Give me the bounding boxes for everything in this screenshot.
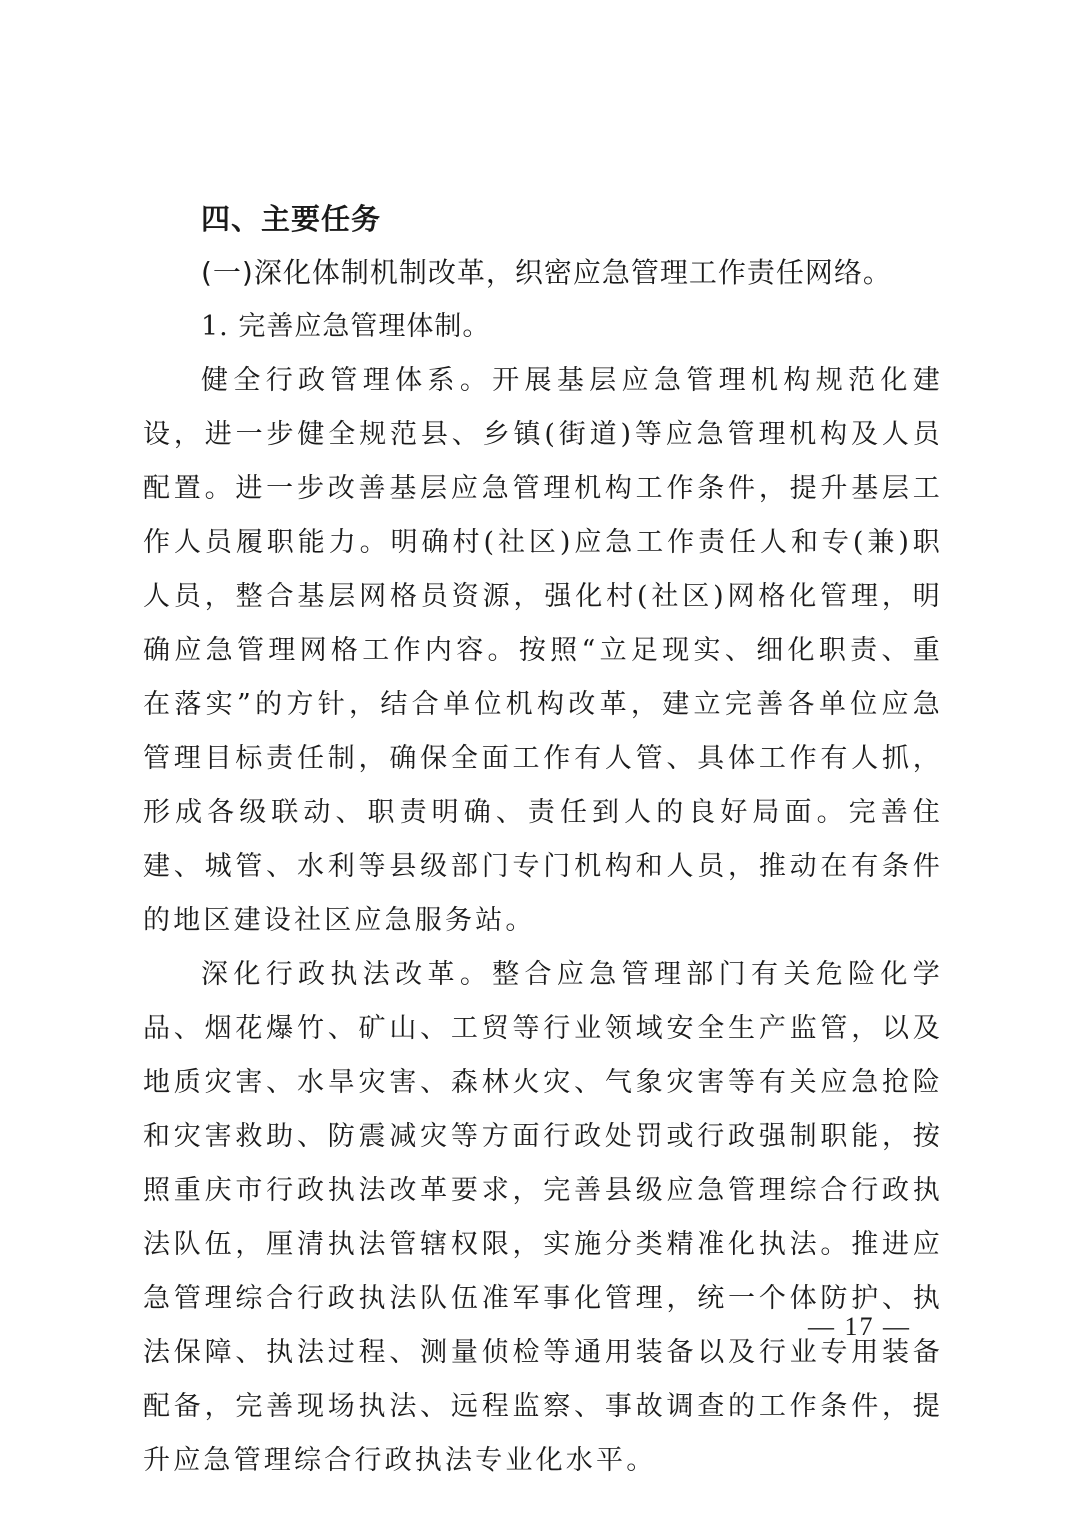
subsection-heading: (一)深化体制机制改革，织密应急管理工作责任网络。 xyxy=(201,256,892,289)
paragraph-law-enforcement-reform: 深化行政执法改革。整合应急管理部门有关危险化学品、烟花爆竹、矿山、工贸等行业领域安全生产监管，以及地质灾害、水旱灾害、森林火灾、气象灾害等有关应急抢险和灾害救助、防震减灾等方面行政处罚或行政强制职能，按照重庆市行政执法改革要求，完善县级应急管理综合行政执法队伍，厘清执法管辖权限，实施分类精准化执法。推进应急管理综合行政执法队伍准军事化管理，统一个体防护、执法保障、执法过程、测量侦检等通用装备以及行业专用装备配备，完善现场执法、远程监察、事故调查的工作条件，提升应急管理综合行政执法专业化水平。 xyxy=(143,959,943,1476)
paragraph-administrative-system: 健全行政管理体系。开展基层应急管理机构规范化建设，进一步健全规范县、乡镇(街道)等应急管理机构及人员配置。进一步改善基层应急管理机构工作条件，提升基层工作人员履职能力。明确村(社区)应急工作责任人和专(兼)职人员，整合基层网格员资源，强化村(社区)网格化管理，明确应急管理网格工作内容。按照“立足现实、细化职责、重在落实”的方针，结合单位机构改革，建立完善各单位应急管理目标责任制，确保全面工作有人管、具体工作有人抓，形成各级联动、职责明确、责任到人的良好局面。完善住建、城管、水利等县级部门专门机构和人员，推动在有条件的地区建设社区应急服务站。 xyxy=(143,365,943,936)
page-number: — 17 — xyxy=(808,1312,911,1341)
section-heading: 四、主要任务 xyxy=(201,202,382,236)
item-title: 1. 完善应急管理体制。 xyxy=(201,311,491,342)
document-body xyxy=(143,192,943,1488)
